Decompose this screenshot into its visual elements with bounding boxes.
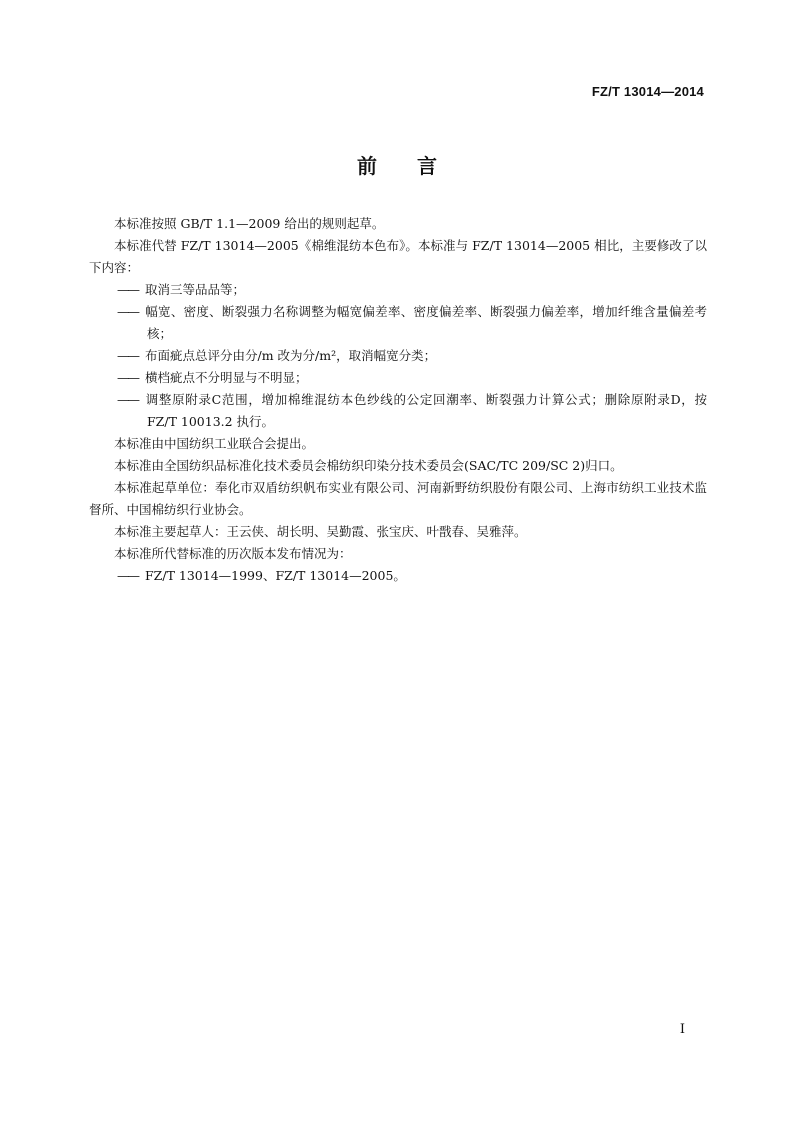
paragraph-drafters: 本标准主要起草人：王云侠、胡长明、吴勤霞、张宝庆、叶戬春、吴雅萍。 [114, 524, 527, 539]
paragraph-drafting-units: 本标准起草单位：奉化市双盾纺织帆布实业有限公司、河南新野纺织股份有限公司、上海市纺织工业技术监督所、中国棉纺织行业协会。 [89, 480, 707, 517]
change-item [89, 389, 707, 433]
history-item-text: FZ/T 13014—1999、FZ/T 13014—2005。 [145, 568, 406, 583]
paragraph-drafting-rules: 本标准按照 GB/T 1.1—2009 给出的规则起草。 [114, 216, 385, 231]
dash-marker: —— [117, 304, 138, 319]
change-item-text: 幅宽、密度、断裂强力名称调整为幅宽偏差率、密度偏差率、断裂强力偏差率，增加纤维含量偏差考核； [145, 304, 707, 341]
change-item-text: 横档疵点不分明显与不明显； [145, 370, 308, 385]
paragraph-history: 本标准所代替标准的历次版本发布情况为： [114, 546, 352, 561]
dash-marker: —— [117, 568, 138, 583]
change-item [89, 345, 707, 367]
page-title: 前言 [357, 154, 477, 178]
change-item-text: 布面疵点总评分由分/m 改为分/m²，取消幅宽分类； [145, 348, 437, 363]
paragraph-replacement: 本标准代替 FZ/T 13014—2005《棉维混纺本色布》。本标准与 FZ/T 13014—2005 相比，主要修改了以下内容： [89, 238, 707, 275]
dash-marker: —— [117, 348, 138, 363]
change-item [89, 367, 707, 389]
dash-marker: —— [117, 392, 138, 407]
page-number: I [679, 1022, 685, 1037]
paragraph-proposer: 本标准由中国纺织工业联合会提出。 [114, 436, 315, 451]
change-item-text: 调整原附录C范围，增加棉维混纺本色纱线的公定回潮率、断裂强力计算公式；删除原附录D，按 FZ/T 10013.2 执行。 [145, 392, 707, 429]
change-item [89, 279, 707, 301]
paragraph-committee: 本标准由全国纺织品标准化技术委员会棉纺织印染分技术委员会(SAC/TC 209/SC 2)归口。 [114, 458, 623, 473]
dash-marker: —— [117, 370, 138, 385]
standard-code: FZ/T 13014—2014 [591, 84, 704, 99]
foreword-body [89, 213, 707, 587]
history-item [89, 565, 707, 587]
change-item [89, 301, 707, 345]
change-item-text: 取消三等品品等； [145, 282, 246, 297]
dash-marker: —— [117, 282, 138, 297]
